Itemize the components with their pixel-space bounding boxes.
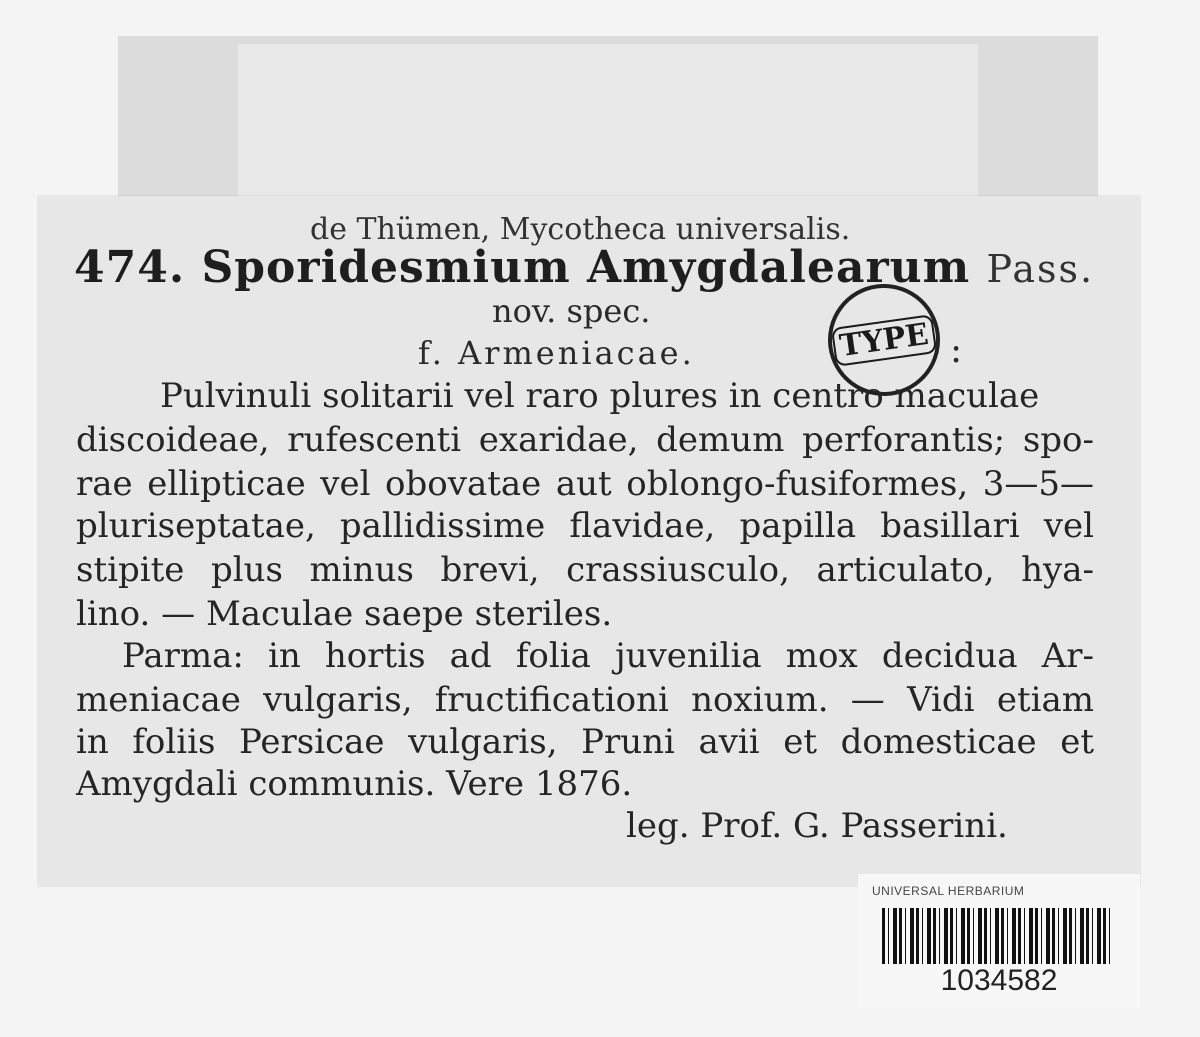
collector-line: leg. Prof. G. Passerini. xyxy=(626,806,1008,846)
locality-line: Parma: in hortis ad folia juvenilia mox decidua Ar- xyxy=(122,636,1094,676)
locality-line: Amygdali communis. Vere 1876. xyxy=(76,764,633,804)
description-line: rae ellipticae vel obovatae aut oblongo-fusiformes, 3—5— xyxy=(76,464,1094,504)
species-title xyxy=(74,242,1094,293)
forma-name: f. Armeniacae. xyxy=(418,334,695,372)
locality-line: meniacae vulgaris, fructificationi noxium. — Vidi etiam xyxy=(76,680,1094,720)
type-stamp-text: TYPE xyxy=(831,314,937,367)
species-author: Pass. xyxy=(986,247,1095,291)
mounting-strip-inner xyxy=(238,44,978,204)
description-line: stipite plus minus brevi, crassiusculo, articulato, hya- xyxy=(76,550,1094,590)
forma-colon: : xyxy=(950,330,963,371)
novelty-note: nov. spec. xyxy=(492,292,651,330)
barcode-bars xyxy=(882,908,1114,964)
description-line: discoideae, rufescenti exaridae, demum perforantis; spo- xyxy=(76,420,1094,460)
label-header: de Thümen, Mycotheca universalis. xyxy=(310,212,851,247)
description-line: Pulvinuli solitarii vel raro plures in centro maculae xyxy=(160,376,1040,416)
species-name: Sporidesmium Amygdalearum xyxy=(201,242,971,293)
barcode-number: 1034582 xyxy=(940,964,1058,997)
description-line: lino. — Maculae saepe steriles. xyxy=(76,594,613,634)
exsiccata-number: 474. xyxy=(74,242,186,293)
barcode-label xyxy=(858,874,1140,1008)
barcode-institution: UNIVERSAL HERBARIUM xyxy=(872,884,1025,898)
description-line: pluriseptatae, pallidissime flavidae, papilla basillari vel xyxy=(76,506,1094,546)
locality-line: in foliis Persicae vulgaris, Pruni avii et domesticae et xyxy=(76,722,1094,762)
